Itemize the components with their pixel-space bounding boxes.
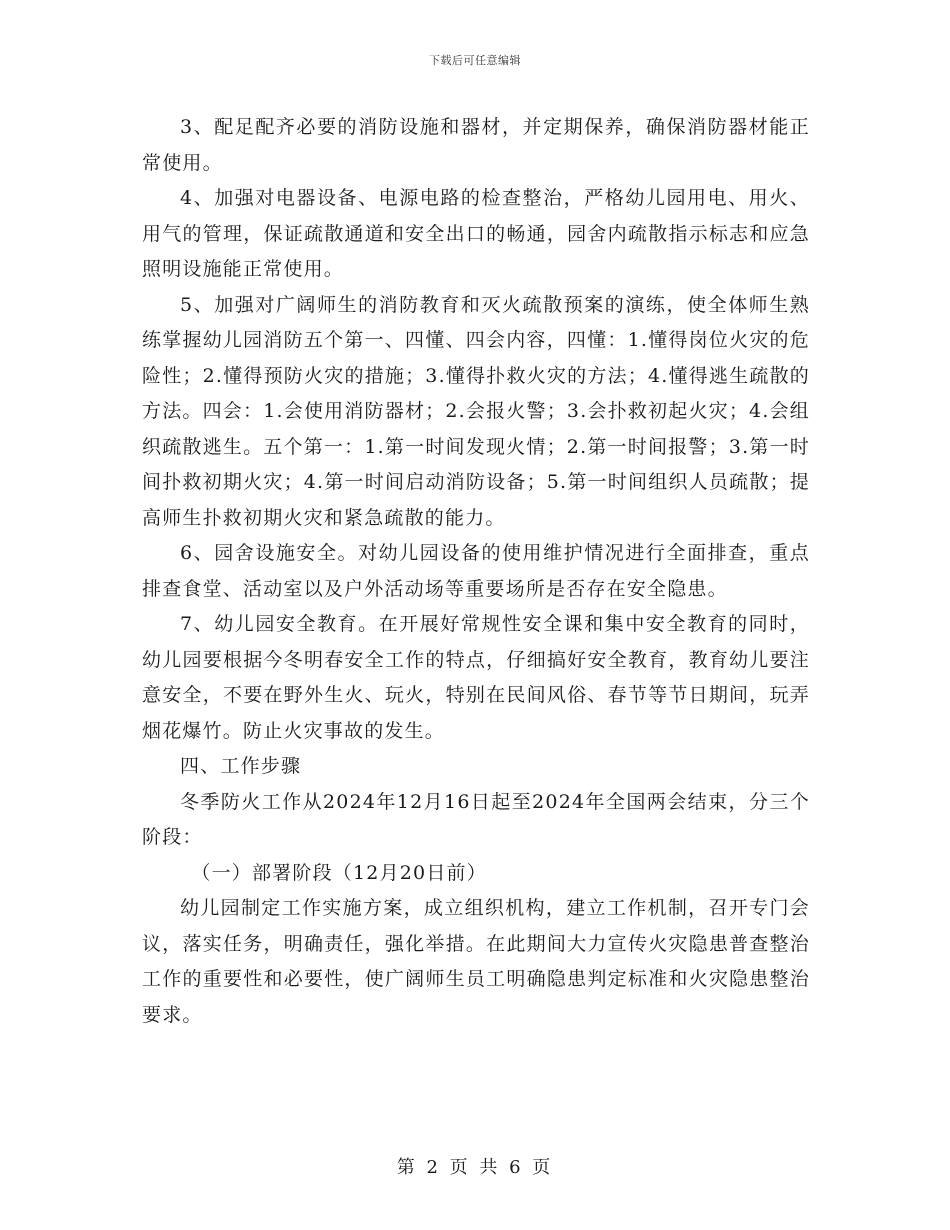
paragraph-item-7: 7、幼儿园安全教育。在开展好常规性安全课和集中安全教育的同时，幼儿园要根据今冬明春安全工作的特点，仔细搞好安全教育，教育幼儿要注意安全，不要在野外生火、玩火，特别在民间风俗、春节等节日期间，玩弄烟花爆竹。防止火灾事故的发生。: [142, 613, 810, 742]
page-header: 下载后可任意编辑: [429, 54, 521, 67]
paragraph-deployment: 幼儿园制定工作实施方案，成立组织机构，建立工作机制，召开专门会议，落实任务，明确责任，强化举措。在此期间大力宣传火灾隐患普查整治工作的重要性和必要性，使广阔师生员工明确隐患判定标准和火灾隐患整治要求。: [142, 897, 810, 1026]
page-footer: 第 2 页 共 6 页: [396, 1157, 554, 1178]
paragraph-item-5: 5、加强对广阔师生的消防教育和灭火疏散预案的演练，使全体师生熟练掌握幼儿园消防五个第一、四懂、四会内容，四懂：1.懂得岗位火灾的危险性；2.懂得预防火灾的措施；3.懂得扑救火灾的方法；4.懂得逃生疏散的方法。四会：1.会使用消防器材；2.会报火警；3.会扑救初起火灾；4.会组织疏散逃生。五个第一：1.第一时间发现火情；2.第一时间报警；3.第一时间扑救初期火灾；4.第一时间启动消防设备；5.第一时间组织人员疏散；提高师生扑救初期火灾和紧急疏散的能力。: [142, 293, 810, 529]
document-body: [142, 110, 810, 1033]
paragraph-schedule: 冬季防火工作从2024年12月16日起至2024年全国两会结束，分三个阶段：: [142, 790, 810, 848]
section-heading-work-steps: 四、工作步骤: [180, 755, 302, 777]
paragraph-item-4: 4、加强对电器设备、电源电路的检查整治，严格幼儿园用电、用火、用气的管理，保证疏散通道和安全出口的畅通，园舍内疏散指示标志和应急照明设施能正常使用。: [142, 187, 810, 280]
subsection-heading-deployment: （一）部署阶段（12月20日前）: [191, 861, 487, 884]
paragraph-item-3: 3、配足配齐必要的消防设施和器材，并定期保养，确保消防器材能正常使用。: [142, 116, 810, 174]
paragraph-item-6: 6、园舍设施安全。对幼儿园设备的使用维护情况进行全面排查，重点排查食堂、活动室以及户外活动场等重要场所是否存在安全隐患。: [142, 542, 810, 600]
